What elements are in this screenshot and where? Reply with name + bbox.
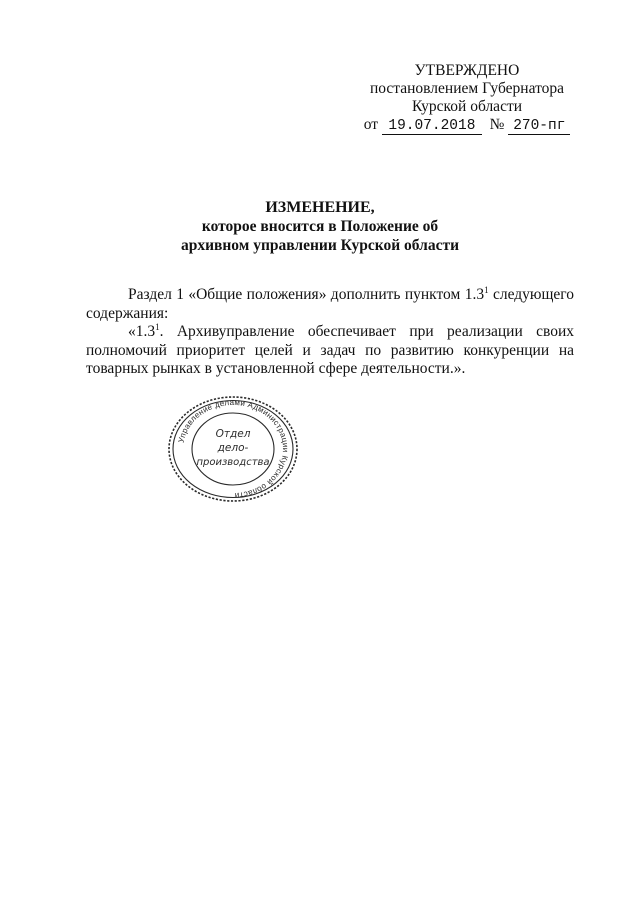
seal-stamp	[163, 393, 303, 505]
approval-block	[352, 62, 582, 135]
document-body	[86, 286, 574, 379]
paragraph-1-tail: следующего содержания:	[86, 286, 574, 322]
approval-by-line-1: постановлением Губернатора	[369, 80, 565, 97]
heading-line-1: которое вносится в Положение об	[201, 218, 439, 235]
approval-date: 19.07.2018	[382, 118, 482, 135]
heading-title: ИЗМЕНЕНИЕ,	[265, 199, 375, 216]
paragraph-1	[86, 286, 574, 323]
seal-inner-line-2: дело-	[217, 442, 249, 454]
seal-inner-line-3: производства	[196, 457, 270, 468]
document-heading	[110, 198, 530, 255]
paragraph-2-text: . Архивуправление обеспечивает при реализации своих полномочий приоритет целей и задач по развитию конкуренции на товарных рынках в установленной сфере деятельности.».	[86, 323, 574, 377]
approval-by-line-2: Курской области	[411, 98, 523, 115]
seal-ring-text: Управление делами Администрации Курской области	[176, 397, 291, 501]
paragraph-2	[86, 323, 574, 379]
paragraph-1-superscript: 1	[484, 284, 489, 295]
approval-date-line	[364, 116, 571, 133]
approval-title: УТВЕРЖДЕНО	[414, 62, 520, 79]
heading-line-2: архивном управлении Курской области	[180, 237, 460, 254]
seal-inner-line-1: Отдел	[215, 428, 251, 440]
paragraph-1-text: Раздел 1 «Общие положения» дополнить пунктом 1.3	[128, 286, 485, 303]
paragraph-2-superscript: 1	[155, 321, 160, 332]
date-prefix: от	[363, 116, 379, 133]
approval-number: 270-пг	[508, 118, 570, 135]
number-prefix: №	[489, 116, 505, 133]
paragraph-2-start: «1.3	[128, 323, 156, 340]
